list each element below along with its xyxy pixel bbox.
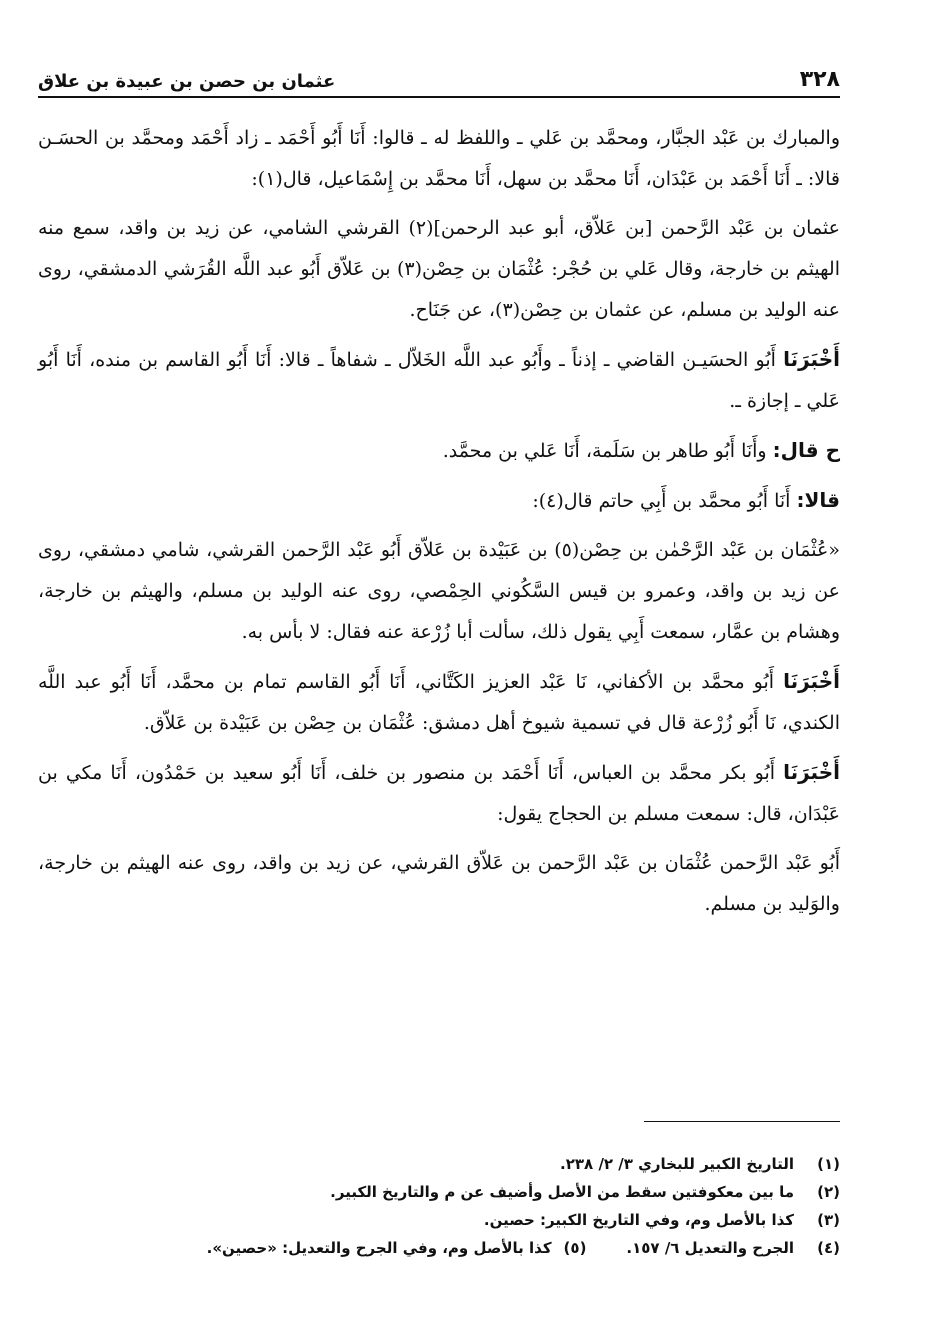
footnote-number: (٢) <box>817 1183 840 1201</box>
paragraph-3-lead: أَخْبَرَنَا <box>783 347 840 371</box>
footnote-divider <box>644 1121 840 1122</box>
footnote-5 <box>207 1234 587 1262</box>
footnote-text: كذا بالأصل وم، وفي التاريخ الكبير: حصين. <box>483 1211 794 1229</box>
footnote-4 <box>626 1234 840 1262</box>
paragraph-4-text: وأَنَا أَبُو طاهر بن سَلَمة، أَنَا عَلي بن محمَّد. <box>442 440 773 462</box>
footnote-number: (١) <box>817 1155 840 1173</box>
running-title: عثمان بن حصن بن عبيدة بن علاق <box>38 71 336 92</box>
paragraph-7-text: أَبُو محمَّد بن الأكفاني، نَا عَبْد العزيز الكَتَّاني، أَنَا أَبُو القاسم تمام بن محمَّد، أَنَا أَبُو عبد اللَّه الكندي، نَا أَبُو زُرْعة قال في تسمية شيوخ أهل دمشق: عُثْمَان بن حِصْن بن عَبَيْدة بن عَلاّق. <box>38 671 840 734</box>
paragraph-8-lead: أَخْبَرَنَا <box>783 760 840 784</box>
paragraph-3-text: أَبُو الحسَيـن القاضي ـ إذناً ـ وأَبُو عبد اللَّه الخَلاّل ـ شفاهاً ـ قالا: أَنَا أَبُو القاسم بن منده، أَنَا أَبُو عَلي ـ إجازة ـ. <box>38 349 840 412</box>
paragraph-7 <box>38 661 840 744</box>
footnote-2 <box>38 1178 840 1206</box>
paragraph-3 <box>38 339 840 422</box>
paragraph-4 <box>38 430 840 472</box>
footnote-text: كذا بالأصل وم، وفي الجرح والتعديل: «حصين». <box>206 1239 552 1257</box>
footnote-text: التاريخ الكبير للبخاري ٣/ ٢/ ٢٣٨. <box>560 1155 794 1173</box>
paragraph-9: أَبُو عَبْد الرَّحمن عُثْمَان بن عَبْد الرَّحمن بن عَلاّق القرشي، عن زيد بن واقد، روى عنه الهيثم بن خارجة، والوَليد بن مسلم. <box>38 852 840 915</box>
footnote-text: ما بين معكوفتين سقط من الأصل وأضيف عن م والتاريخ الكبير. <box>330 1183 794 1201</box>
main-text <box>38 118 840 933</box>
paragraph-5 <box>38 480 840 522</box>
paragraph-7-lead: أَخْبَرَنَا <box>783 669 840 693</box>
page-header <box>38 58 840 98</box>
page-number: ٣٢٨ <box>799 67 840 92</box>
paragraph-5-text: أَنَا أَبُو محمَّد بن أَبِي حاتم قال(٤): <box>532 490 797 512</box>
paragraph-4-lead: ح قال: <box>772 438 840 462</box>
footnote-3 <box>38 1206 840 1234</box>
footnote-text: الجرح والتعديل ٦/ ١٥٧. <box>626 1239 794 1257</box>
footnote-1 <box>38 1150 840 1178</box>
paragraph-8 <box>38 752 840 835</box>
footnote-row-4-5 <box>38 1234 840 1262</box>
footnotes <box>38 1150 840 1262</box>
paragraph-2: عثمان بن عَبْد الرَّحمن [بن عَلاّق، أبو عبد الرحمن](٢) القرشي الشامي، عن زيد بن واقد، سمع منه الهيثم بن خارجة، وقال عَلي بن حُجْر: عُثْمَان بن حِصْن(٣) بن عَلاّق أَبُو عبد اللَّه القُرَشي الدمشقي، روى عنه الوليد بن مسلم، عن عثمان بن حِصْن(٣)، عن جَنَاح. <box>38 217 840 321</box>
footnote-number: (٣) <box>817 1211 840 1229</box>
footnote-number: (٥) <box>563 1239 587 1257</box>
paragraph-8-text: أَبُو بكر محمَّد بن العباس، أَنَا أَحْمَد بن منصور بن خلف، أَنَا أَبُو سعيد بن حَمْدُون، أَنَا مكي بن عَبْدَان، قال: سمعت مسلم بن الحجاج يقول: <box>38 762 840 825</box>
footnote-number: (٤) <box>817 1239 840 1257</box>
paragraph-5-lead: قالا: <box>796 488 840 512</box>
paragraph-1: والمبارك بن عَبْد الجبَّار، ومحمَّد بن عَلي ـ واللفظ له ـ قالوا: أَنَا أَبُو أَحْمَد ـ زاد أَحْمَد ومحمَّد بن الحسَـن قالا: ـ أَنَا أَحْمَد بن عَبْدَان، أَنَا محمَّد بن سهل، أَنَا محمَّد بن إِسْمَاعيل، قال(١): <box>38 127 840 190</box>
paragraph-6: «عُثْمَان بن عَبْد الرَّحْمٰن بن حِصْن(٥) بن عَبَيْدة بن عَلاّق أَبُو عَبْد الرَّحمن القرشي، شامي دمشقي، روى عن زيد بن واقد، وعمرو بن قيس السَّكُوني الحِمْصي، روى عنه الوليد بن مسلم، والهيثم بن خارجة، وهشام بن عمَّار، سمعت أَبِي يقول ذلك، سألت أبا زُرْعة عنه فقال: لا بأس به. <box>38 539 840 643</box>
